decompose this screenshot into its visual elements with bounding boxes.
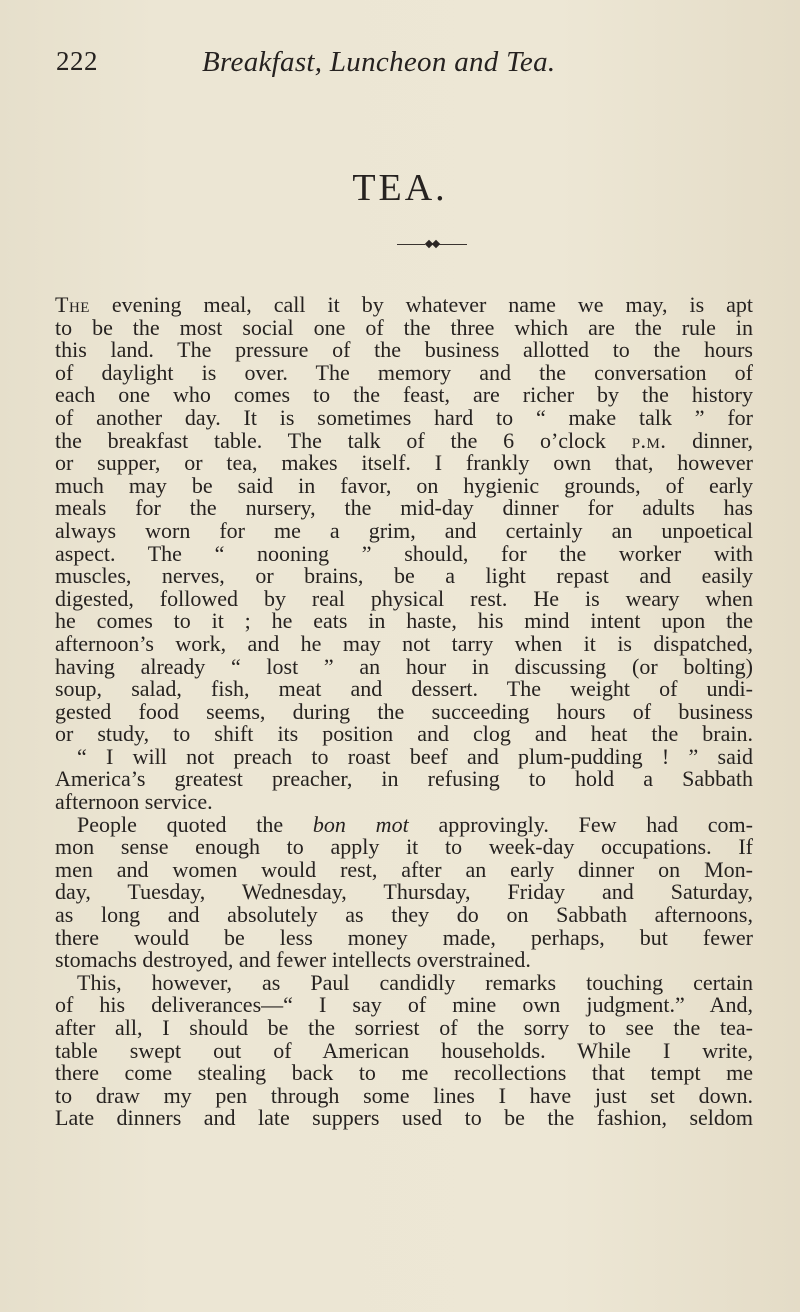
italic-phrase: bon mot (312, 811, 409, 837)
running-head (56, 46, 756, 86)
text-line: People quoted the bon mot approvingly. Few had com- (77, 811, 753, 837)
text-line: afternoon service. (55, 789, 213, 815)
text-line: meals for the nursery, the mid-day dinner for adults has (55, 495, 753, 521)
text-line: each one who comes to the feast, are richer by the history (55, 382, 753, 408)
text-line: digested, followed by real physical rest. He is weary when (55, 585, 753, 611)
text-line: after all, I should be the sorriest of the sorry to see the tea- (55, 1015, 753, 1040)
text-line: always worn for me a grim, and certainly an unpoetical (55, 517, 753, 543)
text-line: mon sense enough to apply it to week-day occupations. If (55, 834, 753, 860)
text-line: table swept out of American households. While I write, (55, 1037, 753, 1063)
text-line: having already “ lost ” an hour in discussing (or bolting) (55, 653, 753, 679)
text-line: there come stealing back to me recollections that tempt me (55, 1060, 753, 1086)
text-line: muscles, nerves, or brains, be a light repast and easily (55, 563, 753, 589)
text-line: much may be said in favor, on hygienic grounds, of early (55, 472, 753, 498)
text-line: day, Tuesday, Wednesday, Thursday, Friday and Saturday, (55, 879, 753, 905)
section-title: TEA. (352, 167, 448, 209)
text-line: to draw my pen through some lines I have just set down. (55, 1082, 753, 1108)
text-line: he comes to it ; he eats in haste, his mind intent upon the (55, 608, 753, 634)
page-number: 222 (56, 46, 98, 76)
text-line: as long and absolutely as they do on Sabbath afternoons, (55, 902, 753, 928)
ornament-rule-right (439, 244, 467, 245)
text-line: this land. The pressure of the business allotted to the hours (55, 337, 753, 363)
time-abbreviation: p.m. (631, 427, 667, 453)
ornament-divider (397, 238, 467, 252)
text-line: to be the most social one of the three which are the rule in (55, 314, 753, 340)
running-title: Breakfast, Luncheon and Tea. (202, 46, 556, 78)
text-line: stomachs destroyed, and fewer intellects overstrained. (55, 947, 531, 973)
text-line: of daylight is over. The memory and the conversation of (55, 359, 753, 385)
text-line: gested food seems, during the succeeding hours of business (55, 698, 753, 724)
text-line: The evening meal, call it by whatever name we may, is apt (55, 292, 753, 317)
text-line: the breakfast table. The talk of the 6 o’clock p.m. dinner, (55, 427, 754, 453)
ornament-rule-left (397, 244, 425, 245)
text-line: of another day. It is sometimes hard to “ make talk ” for (55, 404, 753, 430)
text-line: America’s greatest preacher, in refusing to hold a Sabbath (55, 766, 753, 792)
text-line: aspect. The “ nooning ” should, for the worker with (55, 540, 753, 566)
text-line: of his deliverances—“ I say of mine own judgment.” And, (55, 992, 753, 1018)
text-line: soup, salad, fish, meat and dessert. The weight of undi- (55, 676, 753, 702)
text-line: This, however, as Paul candidly remarks touching certain (77, 969, 753, 995)
text-line: or study, to shift its position and clog and heat the brain. (55, 721, 753, 747)
text-line: men and women would rest, after an early dinner on Mon- (55, 856, 753, 882)
body-text (55, 294, 753, 1130)
text-line: or supper, or tea, makes itself. I frankly own that, however (55, 450, 753, 476)
text-line: Late dinners and late suppers used to be the fashion, seldom (55, 1105, 753, 1131)
opening-word: The (55, 292, 90, 317)
text-line: there would be less money made, perhaps, but fewer (55, 924, 753, 950)
text-line: afternoon’s work, and he may not tarry when it is dispatched, (55, 630, 753, 656)
text-line: “ I will not preach to roast beef and plum-pudding ! ” said (77, 743, 753, 769)
